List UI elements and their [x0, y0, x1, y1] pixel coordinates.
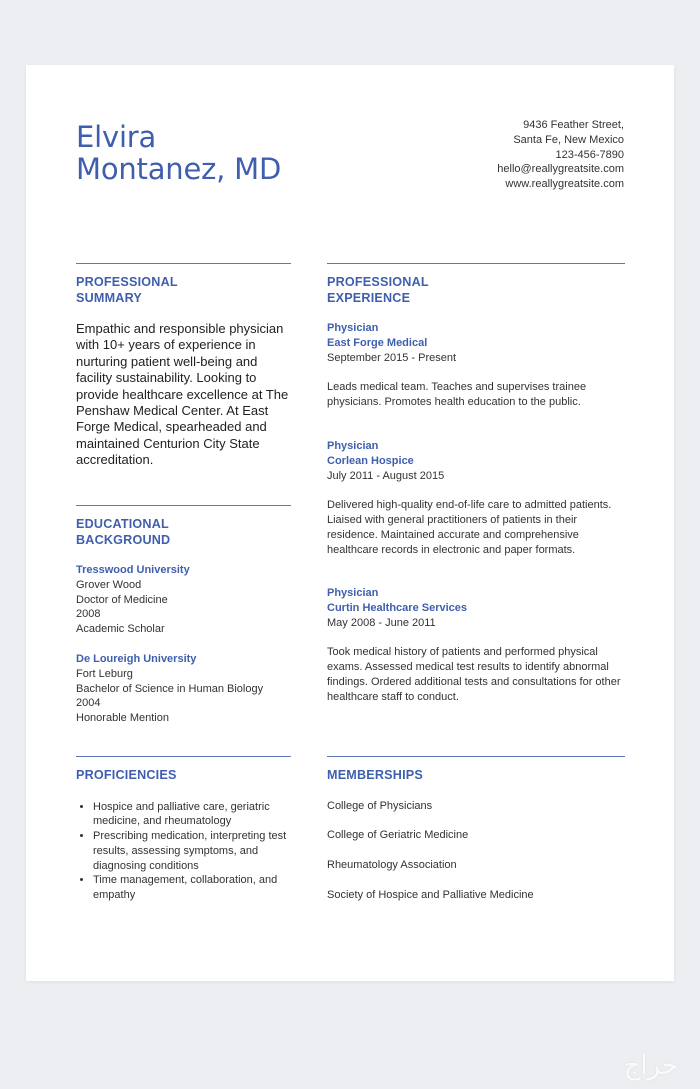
job-employer: East Forge Medical — [327, 336, 428, 349]
school-location: Grover Wood — [76, 578, 142, 591]
proficiencies-list — [76, 800, 290, 904]
list-item: Rheumatology Association — [327, 859, 457, 872]
job-dates: July 2011 - August 2015 — [327, 469, 445, 482]
proficiencies-title: PROFICIENCIES — [76, 768, 177, 782]
watermark: حراج — [623, 1051, 678, 1081]
resume-page — [26, 65, 674, 981]
school-name: De Loureigh University — [76, 652, 197, 665]
grad-year: 2004 — [76, 697, 101, 710]
section-divider — [76, 505, 291, 506]
grad-year: 2008 — [76, 608, 101, 621]
job-role: Physician — [327, 440, 379, 452]
degree: Bachelor of Science in Human Biology — [76, 682, 264, 695]
candidate-name — [76, 121, 281, 185]
job-dates: May 2008 - June 2011 — [327, 616, 436, 629]
job-employer: Corlean Hospice — [327, 454, 414, 467]
job-role: Physician — [327, 322, 379, 334]
degree: Doctor of Medicine — [76, 593, 168, 606]
summary-title: PROFESSIONAL SUMMARY — [76, 275, 178, 305]
school-location: Fort Leburg — [76, 667, 133, 680]
education-section — [76, 505, 291, 726]
honor: Honorable Mention — [76, 712, 169, 725]
name-line-1: Elvira — [76, 120, 157, 154]
education-entry — [76, 563, 291, 637]
school-name: Tresswood University — [76, 564, 190, 576]
job-entry — [327, 586, 627, 705]
contact-info — [497, 118, 624, 192]
section-divider — [327, 263, 625, 264]
job-description: Delivered high-quality end-of-life care to admitted patients. Liaised with general practitioners of patients in their residence. Maintained accurate and comprehensive healthcare records in electronic and paper formats. — [327, 499, 612, 556]
list-item: • Time management, collaboration, and empathy — [93, 873, 290, 903]
job-role: Physician — [327, 587, 379, 599]
experience-title: PROFESSIONAL EXPERIENCE — [327, 275, 429, 305]
address-line-2: Santa Fe, New Mexico — [513, 133, 624, 146]
summary-text: Empathic and responsible physician with 10+ years of experience in nurturing patient well-being and facility sustainability. Looking to provide healthcare excellence at The Penshaw Medical Center. At East Forge Medical, spearheaded and maintained Centurion City State accreditation. — [76, 321, 289, 468]
job-description: Took medical history of patients and performed physical exams. Assessed medical test results to identify abnormal findings. Ordered additional tests and consultations for other healthcare staff to conduct. — [327, 646, 621, 703]
section-divider — [76, 263, 291, 264]
education-title: EDUCATIONAL BACKGROUND — [76, 517, 171, 547]
list-item: Society of Hospice and Palliative Medicine — [327, 888, 534, 901]
honor: Academic Scholar — [76, 623, 165, 636]
name-line-2: Montanez, MD — [76, 152, 282, 186]
job-entry — [327, 439, 627, 558]
list-item: • Hospice and palliative care, geriatric medicine, and rheumatology — [93, 800, 290, 830]
summary-section — [76, 263, 291, 469]
job-employer: Curtin Healthcare Services — [327, 601, 468, 614]
memberships-section — [327, 756, 625, 903]
list-item: College of Geriatric Medicine — [327, 829, 469, 842]
section-divider — [327, 756, 625, 757]
memberships-title: MEMBERSHIPS — [327, 768, 423, 782]
website: www.reallygreatsite.com — [505, 178, 624, 191]
list-item: College of Physicians — [327, 799, 433, 812]
experience-section — [327, 263, 625, 306]
job-dates: September 2015 - Present — [327, 351, 457, 364]
job-entry — [327, 321, 627, 410]
proficiencies-section — [76, 756, 291, 903]
address-line-1: 9436 Feather Street, — [523, 119, 624, 131]
education-entry — [76, 652, 291, 726]
email: hello@reallygreatsite.com — [497, 163, 624, 176]
section-divider — [76, 756, 291, 757]
phone: 123-456-7890 — [555, 148, 624, 161]
job-description: Leads medical team. Teaches and supervises trainee physicians. Promotes health education to the public. — [327, 381, 587, 409]
list-item: • Prescribing medication, interpreting test results, assessing symptoms, and diagnosing conditions — [93, 829, 290, 873]
